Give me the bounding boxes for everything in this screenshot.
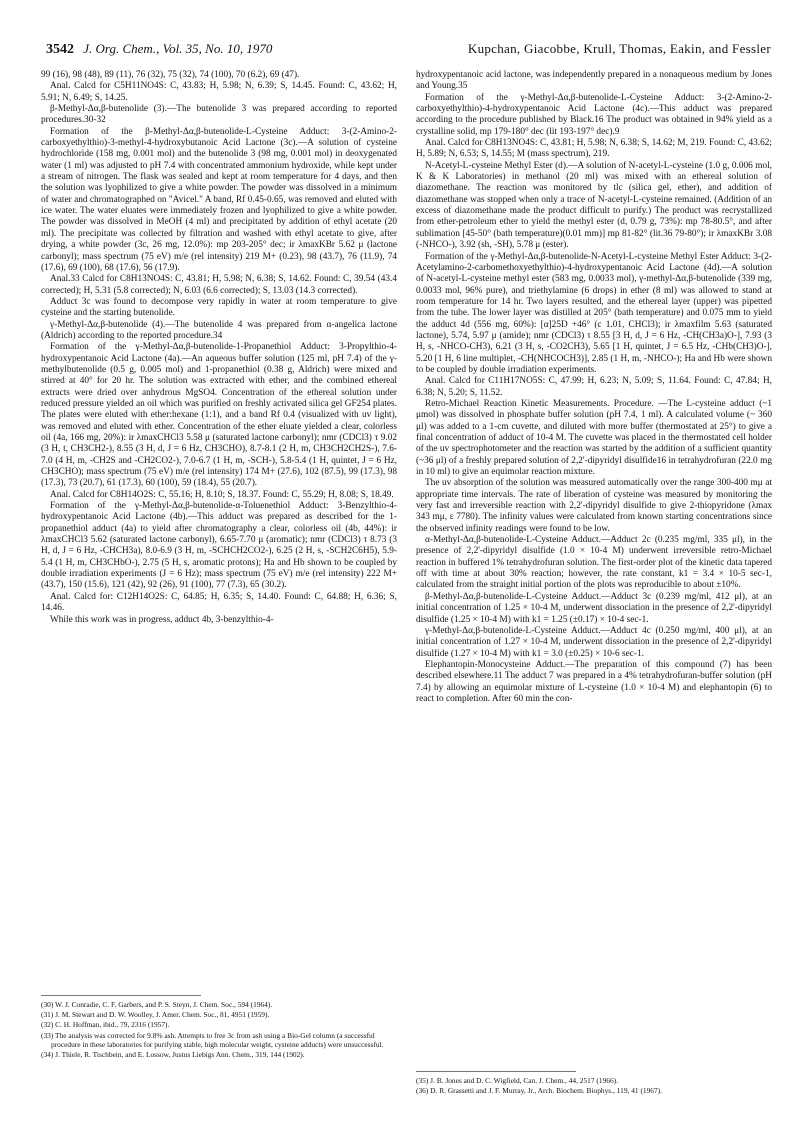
journal-citation: J. Org. Chem., Vol. 35, No. 10, 1970 bbox=[83, 41, 273, 56]
footnote: (36) D. R. Grassetti and J. F. Murray, Jr., Arch. Biochem. Biophys., 119, 41 (1967). bbox=[416, 1086, 663, 1096]
paragraph: β-Methyl-Δα,β-butenolide (3).—The butenolide 3 was prepared according to reported procedures.30-32 bbox=[41, 104, 397, 126]
paragraph: Anal.33 Calcd for C8H13NO4S: C, 43.81; H, 5.98; N, 6.38; S, 14.62. Found: C, 39.54 (43.4 corrected); H, 5.31 (5.8 corrected); N, 6.03 (6.6 corrected); S, 13.03 (14.3 corrected). bbox=[41, 274, 397, 296]
footnote: (30) W. J. Conradie, C. F. Garbers, and P. S. Steyn, J. Chem. Soc., 594 (1964). bbox=[41, 1000, 273, 1009]
paragraph: While this work was in progress, adduct 4b, 3-benzylthio-4- bbox=[50, 614, 274, 625]
page-number: 3542 bbox=[46, 42, 74, 57]
paragraph: Anal. Calcd for C8H14O2S: C, 55.16; H, 8.10; S, 18.37. Found: C, 55.29; H, 8.08; S, 18.49. bbox=[50, 489, 394, 500]
author-list: Kupchan, Giacobbe, Krull, Thomas, Eakin, and Fessler bbox=[467, 41, 771, 56]
paragraph: Anal. Calcd for C11H17NO5S: C, 47.99; H, 6.23; N, 5.09; S, 11.64. Found: C, 47.84; H, 6.38; N, 5.20; S, 11.52. bbox=[416, 376, 772, 398]
paragraph: Formation of the γ-Methyl-Δα,β-butenolide-L-Cysteine Adduct: 3-(2-Amino-2-carboxyethylthio)-4-hydroxypentanoic Acid Lactone (4c).—This adduct was prepared according to the procedure published by Black.16 The product was obtained in 94% yield as a crystalline solid, mp 179-180° dec (lit 193-197° dec).9 bbox=[416, 92, 772, 137]
paragraph: Adduct 3c was found to decompose very rapidly in water at room temperature to give cysteine and the starting butenolide. bbox=[41, 296, 397, 319]
footnote-rule bbox=[416, 1071, 576, 1072]
right-column bbox=[416, 70, 772, 705]
paragraph: Formation of the γ-Methyl-Δα,β-butenolide-N-Acetyl-L-cysteine Methyl Ester Adduct: 3-(2-Acetylamino-2-carbomethoxyethylthio)-4-hydroxypentanoic Acid Lactone (4d).—A solution of N-acetyl-L-cysteine methyl ester (583 mg, 0.0033 mol), γ-methyl-Δα,β-butenolide (339 mg, 0.0033 mol, 96% pure), and triethylamine (6 drops) in ether (8 ml) was allowed to stand at room temperature for 14 hr. Two layers resulted, and the ethereal layer (upper) was pipetted from the tube. The lower layer was distilled at 205° (bath temperature) and 0.075 mm to yield the adduct 4d (556 mg, 60%): [α]25D +46° (c 1.01, CHCl3); ir λmaxfilm 5.63 (saturated lactone), 5.74, 5.97 μ (amide); nmr (CDCl3) τ 8.55 [3 H, d, J = 6 Hz, -CH(CH3a)O-], 7.93 (3 H, s, -NHCO-CH3), 6.21 (3 H, s, -CO2CH3), 5.65 [1 H, quintet, J = 6.5 Hz, -CHb(CH3)O-], 5.20 [1 H, 6 line multiplet, -CH(NHCOCH3)], 2.85 (1 H, m, -NHCO-); Ha and Hb were shown to be coupled by double irradiation experiments. bbox=[416, 251, 772, 375]
footnote: (31) J. M. Stewart and D. W. Woolley, J. Amer. Chem. Soc., 81, 4951 (1959). bbox=[41, 1010, 270, 1020]
left-column bbox=[41, 70, 397, 626]
paragraph: N-Acetyl-L-cysteine Methyl Ester (d).—A solution of N-acetyl-L-cysteine (1.0 g, 0.006 mol, K & K Laboratories) in methanol (20 ml) was mixed with an ethereal solution of diazomethane. The reaction was monitored by tlc (silica gel, ether), and addition of diazomethane was stopped when only a trace of N-acetyl-L-cysteine remained. (Addition of an excess of diazomethane made the product difficult to purify.) The product was recrystallized from ether-petroleum ether to yield the methyl ester (d, 0.79 g, 73%): mp 78-80.5°, and after sublimation [45-50° (bath temperature)(0.01 mm)] mp 81-82° (lit.36 79-80°); ir λmaxKBr 3.08 (-NHCO-), 3.92 (sh, -SH), 5.78 μ (ester). bbox=[416, 160, 772, 251]
paragraph: Formation of the γ-Methyl-Δα,β-butenolide-α-Toluenethiol Adduct: 3-Benzylthio-4-hydroxypentanoic Acid Lactone (4b).—This adduct was prepared as described for the 1-propanethiol adduct (4a) to yield after chromatography a clear, colorless oil (4b, 44%): ir λmaxCHCl3 5.62 (saturated lactone carbonyl), 6.65-7.70 μ (aromatic); nmr (CDCl3) τ 8.73 (3 H, d, J = 6 Hz, -CHCH3a), 8.0-6.9 (3 H, m, -SCHCH2CO2-), 6.25 (2 H, s, -SCH2C6H5), 5.9-5.4 (1 H, m, CH3CHbO-), 2.75 (5 H, s, aromatic protons); Ha and Hb shown to be coupled by double irradiation experiments (J = 6 Hz); mass spectrum (75 eV) m/e (rel intensity) 222 M+ (43.7), 150 (15.6), 121 (42), 92 (26), 91 (100), 77 (7.3), 65 (30.2). bbox=[41, 501, 397, 591]
footnotes-right bbox=[416, 1076, 772, 1096]
footnote-rule bbox=[41, 995, 201, 996]
paragraph: γ-Methyl-Δα,β-butenolide (4).—The butenolide 4 was prepared from α-angelica lactone (Aldrich) according to the reported procedure.34 bbox=[41, 319, 397, 341]
footnote: (35) J. B. Jones and D. C. Wigfield, Can. J. Chem., 44, 2517 (1966). bbox=[416, 1076, 618, 1085]
running-header bbox=[46, 41, 771, 61]
paragraph: Formation of the β-Methyl-Δα,β-butenolide-L-Cysteine Adduct: 3-(2-Amino-2-carboxyethylthio)-3-methyl-4-hydroxybutanoic Acid Lactone (3c).—A solution of cysteine hydrochloride (158 mg, 0.001 mol) and the butenolide 3 (98 mg, 0.001 mol) in deoxygenated water (1 ml) was adjusted to pH 7.4 with concentrated ammonium hydroxide, while kept under a stream of nitrogen. The flask was sealed and kept at room temperature for 4 days, and then the solution was lyophilized to give a white powder. The powder was dissolved in a minimum of water and chromatographed on "Avicel." A band, Rf 0.45-0.65, was removed and eluted with ice water. The water eluates were immediately frozen and lyophilized to give a white powder. The powder was dissolved in MeOH (4 ml) and precipitated by addition of ethyl acetate (20 ml). The precipitate was collected by filtration and washed with ethyl acetate to give, after drying, a white powder (3c, 26 mg, 12.0%): mp 203-205° dec; ir λmaxKBr 5.62 μ (lactone carbonyl); mass spectrum (75 eV) m/e (rel intensity) 219 M+ (0.23), 98 (43.7), 76 (11.9), 74 (17.6), 69 (100), 68 (17.6), 56 (17.9). bbox=[41, 126, 397, 273]
footnote: (34) J. Thiele, R. Tischbein, and E. Lossow, Justus Liebigs Ann. Chem., 319, 144 (1902). bbox=[41, 1050, 305, 1060]
paragraph: β-Methyl-Δα,β-butenolide-L-Cysteine Adduct.—Adduct 3c (0.239 mg/ml, 412 μl), at an initial concentration of 1.25 × 10-4 M, underwent dissociation in the presence of 2,2'-dipyridyl disulfide (1.25 × 10-4 M) with k1 = 1.25 (±0.17) × 10-4 sec-1. bbox=[416, 591, 772, 625]
paragraph: Anal. Calcd for C8H13NO4S: C, 43.81; H, 5.98; N, 6.38; S, 14.62; M, 219. Found: C, 43.62; H, 5.89; N, 6.53; S, 14.55; M (mass spectrum), 219. bbox=[416, 138, 772, 160]
paragraph: hydroxypentanoic acid lactone, was independently prepared in a nonaqueous medium by Jones and Young.35 bbox=[416, 70, 772, 92]
paragraph: Retro-Michael Reaction Kinetic Measurements. Procedure. —The L-cysteine adduct (~1 μmol) was dissolved in phosphate buffer solution (pH 7.4, 1 ml). A calculated volume (~ 360 μl) was added to a 1-cm cuvette, and diluted with more buffer (thermostated at 25°) to give a final concentration of adduct of 10-4 M. The cuvette was placed in the thermostated cell holder of the uv spectrophotometer and the reaction was started by the addition of a sufficient quantity (~36 μl) of a freshly prepared solution of 2,2'-dipyridyl disulfide16 in tetrahydrofuran (22.0 mg in 10 ml) to give an equimolar reaction mixture. bbox=[416, 398, 772, 478]
paragraph: γ-Methyl-Δα,β-butenolide-L-Cysteine Adduct.—Adduct 4c (0.250 mg/ml, 400 μl), at an initial concentration of 1.27 × 10-4 M, underwent dissociation in the presence of 2,2'-dipyridyl disulfide (1.27 × 10-4 M) with k1 = 3.0 (±0.25) × 10-6 sec-1. bbox=[416, 625, 772, 659]
paragraph: Anal. Calcd for C5H11NO4S: C, 43.83; H, 5.98; N, 6.39; S, 14.45. Found: C, 43.62; H, 5.91; N, 6.49; S, 14.25. bbox=[41, 81, 397, 103]
footnote: (33) The analysis was corrected for 9.8% ash. Attempts to free 3c from ash using a Bio-Gel column (a successful procedure in these laboratories for purifying stable, high molecular weight, cysteine adducts) were unsuccessful. bbox=[41, 1030, 384, 1049]
paragraph: Formation of the γ-Methyl-Δα,β-butenolide-1-Propanethiol Adduct: 3-Propylthio-4-hydroxypentanoic Acid Lactone (4a).—An aqueous buffer solution (125 ml, pH 7.4) of the γ-methylbutenolide (0.5 g, 0.005 mol) and 1-propanethiol (0.38 g, Aldrich) were mixed and stirred at 40° for 20 hr. The solution was extracted with ether, and the combined ethereal extracts were dried over anhydrous MgSO4. Concentration of the ethereal solution under reduced pressure yielded an oil which was purified on freshly activated silica gel GF254 plates. The plates were eluted with ether:hexane (1:1), and a band Rf 0.4 (visualized with uv light), was removed and eluted with ether. Concentration of the ether eluate yielded a clear, colorless oil (4a, 166 mg, 20%): ir λmaxCHCl3 5.58 μ (saturated lactone carbonyl); nmr (CDCl3) τ 9.02 (3 H, t, CH3CH2-), 8.55 (3 H, d, J = 6 Hz, CH3CHO), 8.7-8.1 (2 H, m, CH3CH2CH2S-), 7.6-7.0 (4 H, m, -CH2S and -CH2CO2-), 7.0-6.7 (1 H, m, -SCH-), 5.8-5.4 (1 H, quintet, J = 6 Hz, CH3CHO); mass spectrum (75 eV) m/e (rel intensity) 174 M+ (27.6), 102 (87.5), 99 (17.3), 98 (17.3), 73 (20.7), 61 (17.3), 60 (100), 59 (18.4), 55 (20.7). bbox=[41, 342, 397, 489]
paragraph: Anal. Calcd for: C12H14O2S: C, 64.85; H, 6.35; S, 14.40. Found: C, 64.88; H, 6.36; S, 14.46. bbox=[41, 591, 397, 614]
paragraph: α-Methyl-Δα,β-butenolide-L-Cysteine Adduct.—Adduct 2c (0.235 mg/ml, 335 μl), in the presence of 2,2'-dipyridyl disulfide (1.0 × 10-4 M) underwent irreversible retro-Michael reaction in buffered 1% tetrahydrofuran solution. The first-order plot of the kinetic data tapered off with time at about 30% reaction; however, the rate constant, k1 = 3.4 × 10-5 sec-1, calculated from the straight initial portion of the plots was reproducible to about ±10%. bbox=[416, 535, 772, 591]
paragraph: The uv absorption of the solution was measured automatically over the range 300-400 mμ at appropriate time intervals. The rate of liberation of cysteine was measured by monitoring the very fast and irreversible reaction with 2,2'-dipyridyl disulfide to give 2-thiopyridone (λmax 343 mμ, ε 7780). The infinity values were calculated from known starting concentrations since the observed infinity readings were found to be low. bbox=[416, 478, 772, 534]
paragraph: 99 (16), 98 (48), 89 (11), 76 (32), 75 (32), 74 (100), 70 (6.2), 69 (47). bbox=[41, 70, 300, 80]
footnote: (32) C. H. Hoffman, ibid., 79, 2316 (1957). bbox=[41, 1020, 170, 1030]
footnotes-left bbox=[41, 1000, 397, 1060]
paragraph: Elephantopin-Monocysteine Adduct.—The preparation of this compound (7) has been described elsewhere.11 The adduct 7 was prepared in a 4% tetrahydrofuran-buffer solution (pH 7.4) by allowing an equimolar mixture of L-cysteine (1.0 × 10-4 M) and elephantopin (6) to react to completion. After 60 min the con- bbox=[416, 659, 772, 704]
